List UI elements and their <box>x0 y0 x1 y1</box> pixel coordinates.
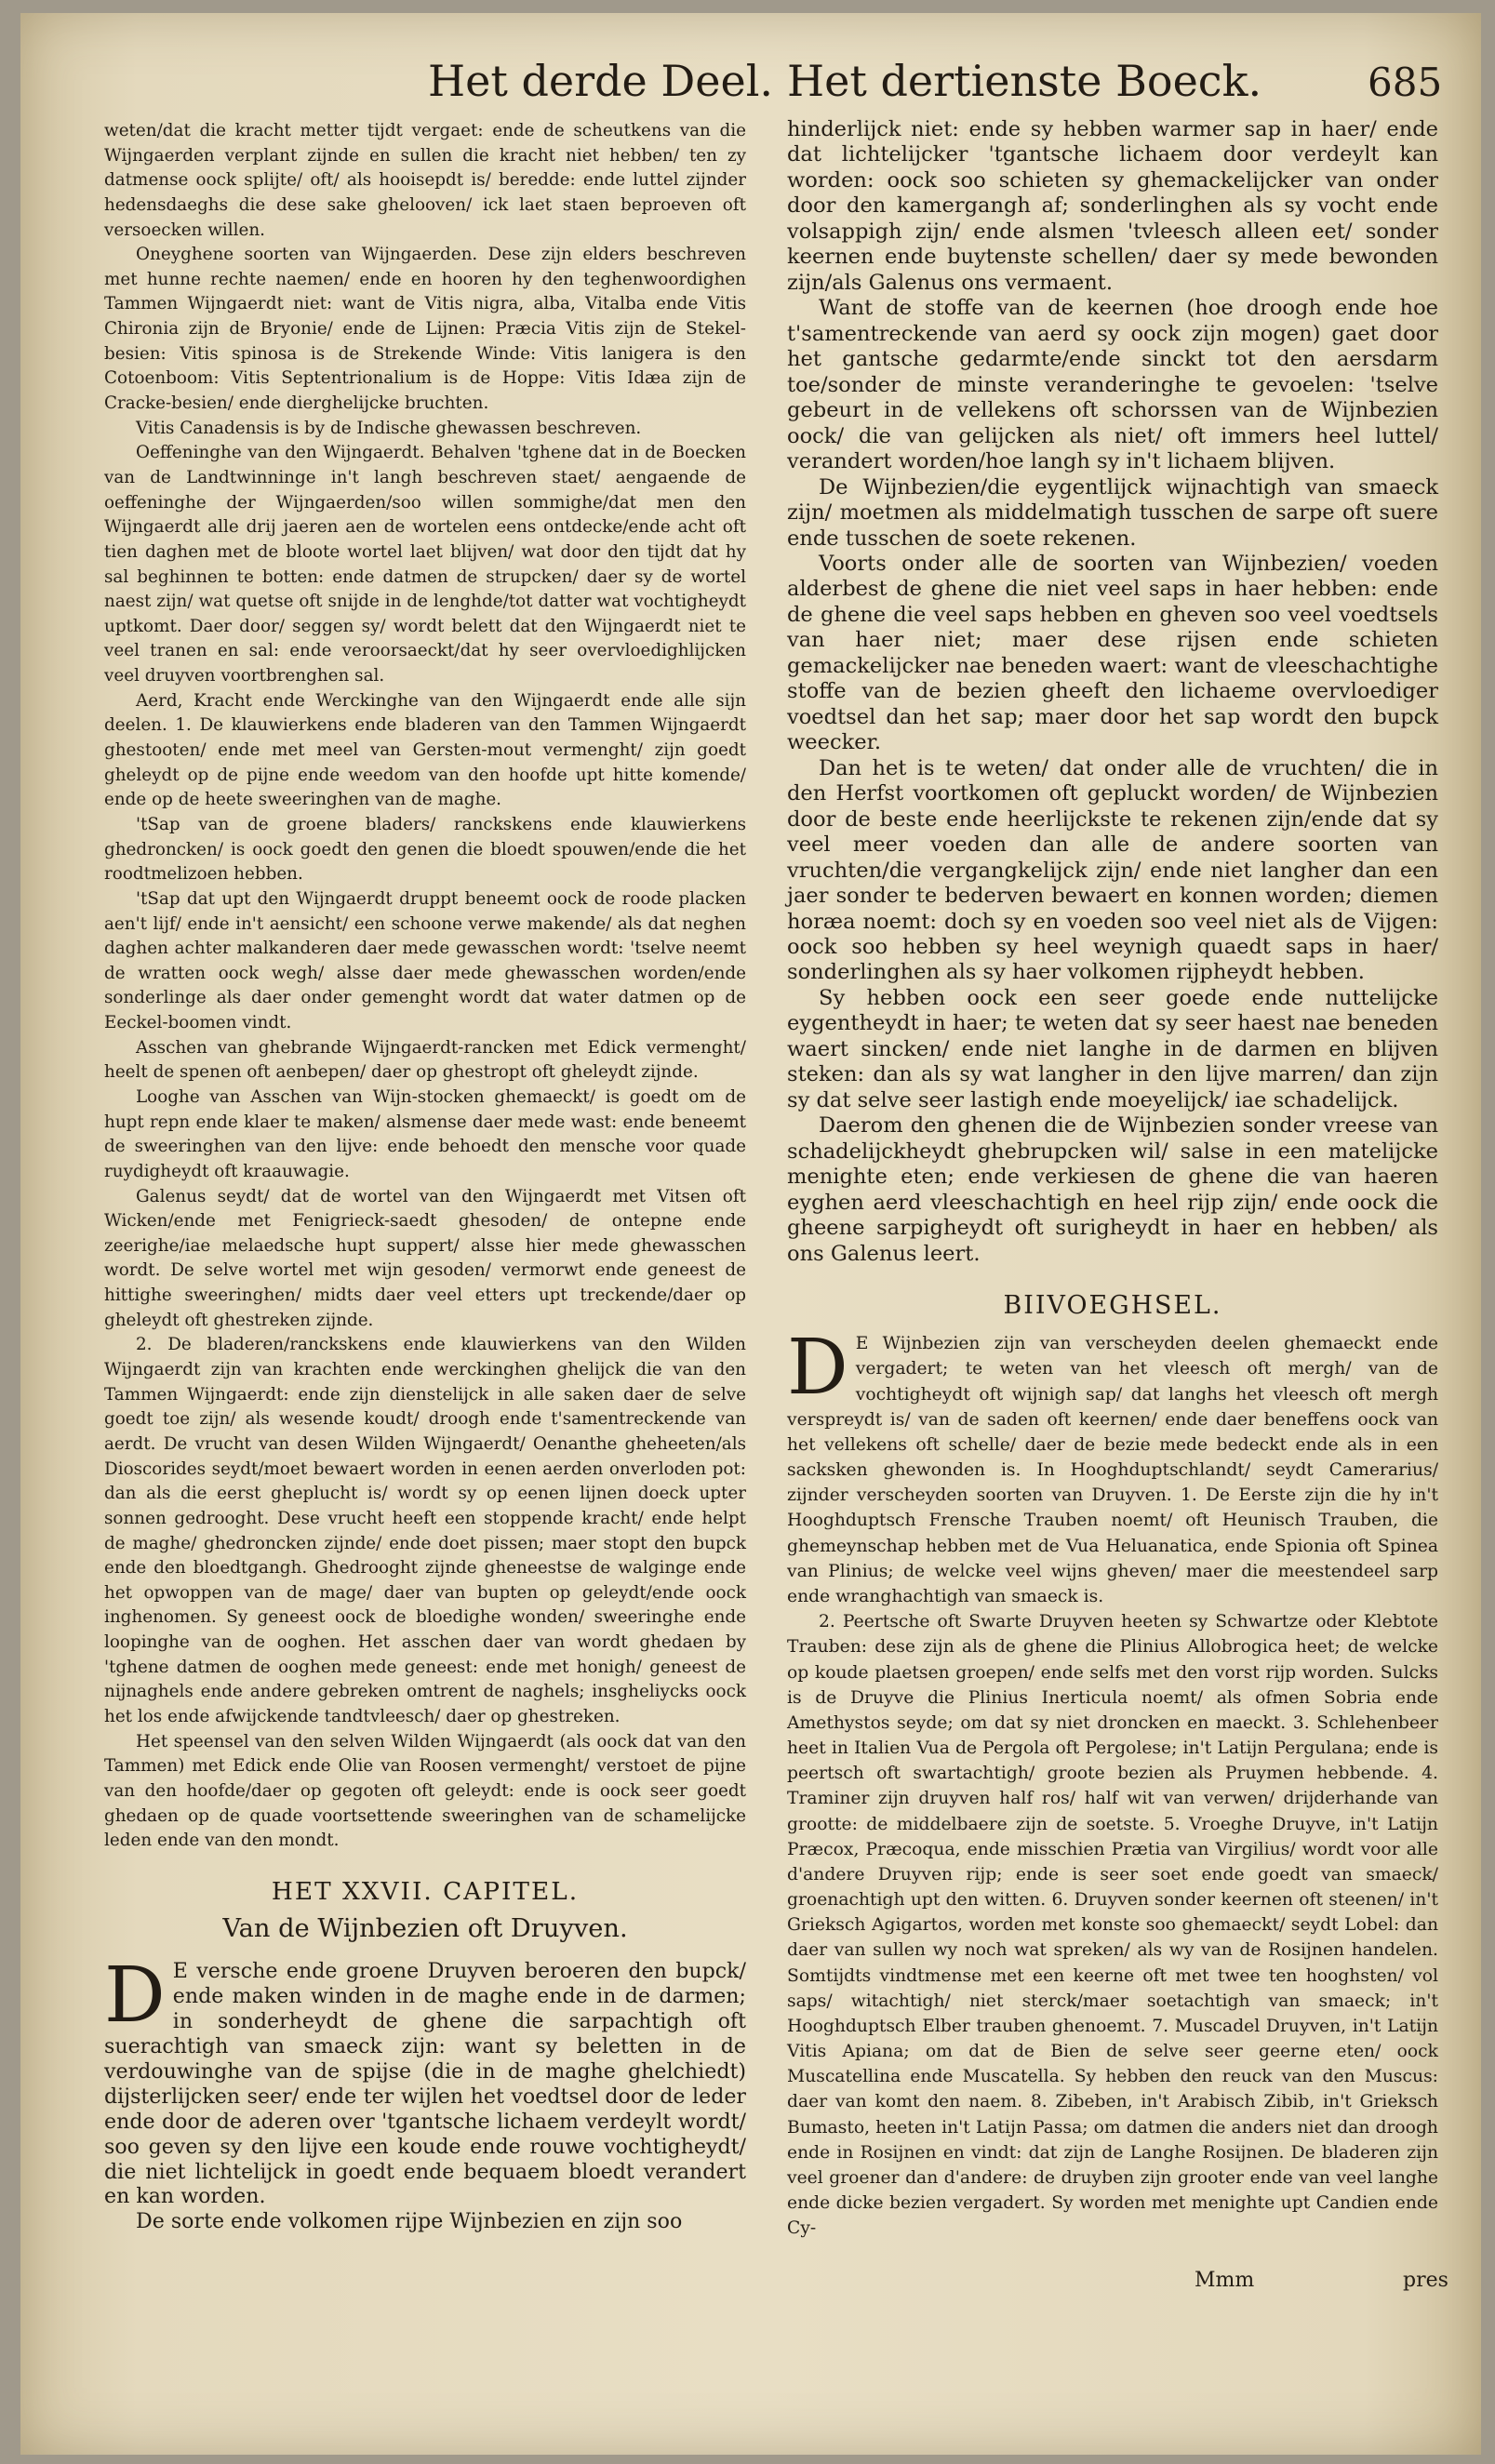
paragraph: Galenus seydt/ dat de wortel van den Wijngaerdt met Vitsen oft Wicken/ende met Fenigrieck-saedt ghesoden/ de ontepne ende zeerighe/iae melaedsche hupt suppert/ alsse hier mede ghewasschen wordt. De selve wortel met wijn gesoden/ vermorwt ende geneest de hittighe sweeringhen/ midts daer veel etters upt treckende/daer op gheleydt oft ghestreken zijnde. <box>104 1186 746 1330</box>
paragraph: weten/dat die kracht metter tijdt vergaet: ende de scheutkens van die Wijngaerden verplant zijnde en sullen die kracht niet hebben/ ten zy datmense oock splijte/ oft/ als hooisepdt is/ beredde: ende luttel zijnder hedensdaeghs die dese sake ghelooven/ ick laet staen beproeven oft versoecken willen. <box>104 121 746 240</box>
addendum-heading: BIIVOEGHSEL. <box>1003 1291 1222 1321</box>
paragraph: Voorts onder alle de soorten van Wijnbezien/ voeden alderbest de ghene die niet veel saps in haer hebben: ende de ghene die veel saps hebben en gheven soo veel voedtsels van haer niet; maer dese rijsen ende schieten gemackelijcker nae beneden waert: want de vleeschachtighe stoffe van de bezien gheeft den lichaeme overvloediger voedtsel dan het sap; maer door het sap wordt den bupck weecker. <box>787 551 1438 755</box>
paragraph: 2. Peertsche oft Swarte Druyven heeten sy Schwartze oder Klebtote Trauben: dese zijn als de ghene die Plinius Allobrogica heet; de welcke op koude plaetsen groepen/ ende selfs met den vorst rijp worden. Sulcks is de Druyve die Plinius Inerticula noemt/ als ofmen Sobria ende Amethystos seyde; om dat sy niet droncken en maeckt. 3. Schlehenbeer heet in Italien Vua de Pergola oft Pergolese; in't Latijn Pergulana; ende is peertsch oft swartachtigh/ groote bezien als Pruymen hebbende. 4. Traminer zijn druyven half ros/ half wit van verwen/ drijderhande van grootte: de middelbaere zijn de soetste. 5. Vroeghe Druyve, in't Latijn Præcox, Præcoqua, ende misschien Prætia van Virgilius/ wordt voor alle d'andere Druyven rijp; ende is seer soet ende goedt van smaeck/ groenachtigh upt den witten. 6. Druyven sonder keernen oft steenen/ in't Grieksch Agigartos, worden met konste soo ghemaeckt/ seydt Lobel: dan daer van sullen wy noch wat spreken/ als wy van de Rosijnen handelen. Somtijdts vindtmense met een keerne oft met twee ten hooghsten/ vol saps/ witachtigh/ niet sterck/maer soetachtigh van smaeck; in't Hooghduptsch Elber trauben ghenoemt. 7. Muscadel Druyven, in't Latijn Vitis Apiana; om dat de Bien de selve seer geerne eten/ oock Muscatellina ende Muscatella. Sy hebben den reuck van den Muscus: daer van komt den naem. 8. Zibeben, in't Arabisch Zibib, in't Grieksch Bumasto, heeten in't Latijn Passa; om datmen die anders niet dan droogh ende in Rosijnen en vindt: dat zijn de Langhe Rosijnen. De bladeren zijn veel groener dan d'andere: de druyben zijn grooter ende van veel langhe ende dicke bezien vergadert. Sy worden met menighte upt Candien ende Cy- <box>787 1612 1438 2239</box>
paragraph-text: E versche ende groene Druyven beroeren den bupck/ ende maken winden in de maghe ende in de darmen; in sonderheydt de ghene die sarpachtigh oft suerachtigh van smaeck zijn: want sy beletten in de verdouwinghe van de spijse (die in de maghe ghelchiedt) dijsterlijcken seer/ ende ter wijlen het voedtsel door de leder ende door de aderen over 'tgantsche lichaem verdeylt wordt/ soo geven sy den lijve een koude ende rouwe vochtigheydt/ die niet lichtelijck in goedt ende bequaem bloedt verandert en kan worden. <box>104 1959 746 2209</box>
paragraph: Het speensel van den selven Wilden Wijngaerdt (als oock dat van den Tammen) met Edick ende Olie van Roosen vermenght/ verstoet de pijne van den hoofde/daer op gegoten oft geleydt: ende is oock seer goedt ghedaen op de quade voortsettende sweeringhen van de schamelijcke leden ende van den mondt. <box>104 1731 746 1851</box>
paragraph: De sorte ende volkomen rijpe Wijnbezien en zijn soo <box>136 2209 683 2234</box>
paragraph: Looghe van Asschen van Wijn-stocken ghemaeckt/ is goedt om de hupt repn ende klaer te maken/ alsmense daer mede wast: ende beneemt de sweeringhen van den lijve: ende behoedt den mensche voor quade ruydigheydt oft kraauwagie. <box>104 1086 746 1181</box>
paragraph: 'tSap van de groene bladers/ ranckskens ende klauwierkens ghedroncken/ is oock goedt den genen die bloedt spouwen/ende die het roodtmelizoen hebben. <box>104 814 746 885</box>
drop-cap: D <box>104 1951 166 2041</box>
paragraph: hinderlijck niet: ende sy hebben warmer sap in haer/ ende dat lichtelijcker 'tgantsche lichaem door verdeylt kan worden: oock soo schieten sy ghemackelijcker van onder door den kamergangh af; sonderlinghen als sy vocht ende volsappigh zijn/ ende alsmen 'tvleesch alleen eet/ sonder keernen ende buytenste schellen/ daer sy mede bewonden zijn/als Galenus ons vermaent. <box>787 117 1438 295</box>
chapter-title: Van de Wijnbezien oft Druyven. <box>222 1914 628 1944</box>
paragraph: Dan het is te weten/ dat onder alle de vruchten/ die in den Herfst voortkomen oft gepluckt worden/ de Wijnbezien door de beste ende heerlijckste te rekenen zijn/ende dat sy veel meer voeden dan alle de andere soorten van vruchten/die vergangkelijck zijn/ ende niet langher dan een jaer sonder te bederven bewaert en konnen worden; diemen horæa noemt: doch sy en voeden soo veel niet als de Vijgen: oock soo hebben sy heel weynigh quaedt saps in haer/ sonderlinghen als sy haer volkomen rijpheydt hebben. <box>787 755 1438 985</box>
page-number: 685 <box>1368 60 1443 105</box>
chapter-heading: HET XXVII. CAPITEL. <box>271 1877 580 1906</box>
paragraph: 2. De bladeren/ranckskens ende klauwierkens van den Wilden Wijngaerdt zijn van krachten ende werckinghen ghelijck die van den Tammen Wijngaerdt: ende zijn dienstelijck in alle saken daer de selve goedt toe zijn/ als wesende koudt/ droogh ende t'samentreckende van aerdt. De vrucht van desen Wilden Wijngaerdt/ Oenanthe gheheeten/als Dioscorides seydt/moet bewaert worden in eenen aerden onverloden pot: dan als die eerst gheplucht is/ wordt sy op eenen lijnen doeck upter sonnen gedrooght. Dese vrucht heeft een stoppende kracht/ ende helpt de maghe/ ghedroncken zijnde/ ende doet pissen; maer stopt den bupck ende den bloedtgangh. Ghedrooght zijnde gheneestse de walginge ende het opwoppen van de mage/ daer van bupten op geleydt/ende oock inghenomen. Sy geneest oock de bloedighe wonden/ sweeringhe ende loopinghe van de ooghen. Het asschen daer van wordt ghedaen by 'tghene datmen de ooghen mede geneest: ende met honigh/ geneest de nijnaghels ende andere gebreken omtrent de naghels; insgheliycks oock het los ende afwijckende tandtvleesch/ daer op ghestreken. <box>104 1335 746 1726</box>
paragraph: De Wijnbezien/die eygentlijck wijnachtigh van smaeck zijn/ moetmen als middelmatigh tusschen de sarpe oft suere ende tusschen de soete rekenen. <box>787 474 1438 551</box>
signature-mark: Mmm <box>1195 2269 1255 2292</box>
paragraph: Oeffeninghe van den Wijngaerdt. Behalven 'tghene dat in de Boecken van de Landtwinninge in't langh beschreven staet/ aengaende de oeffeninghe der Wijngaerden/soo willen sommighe/dat men den Wijngaerdt alle drij jaeren aen de wortelen eens ontdecke/ende acht oft tien daghen met de bloote wortel laet blijven/ wat door den tijdt dat hy sal beghinnen te botten: ende datmen de strupcken/ daer sy de wortel naest zijn/ wat quetse oft snijde in de lenghde/tot datter wat vochtigheydt uptkomt. Daer door/ seggen sy/ wordt belett dat den Wijngaerdt niet te veel tranen en sal: ende veroorsaeckt/dat hy seer overvloedighlijcken veel druyven voortbrenghen sal. <box>104 443 746 686</box>
paragraph-with-dropcap <box>104 1951 746 2209</box>
drop-cap: D <box>787 1324 848 1413</box>
paragraph: Oneyghene soorten van Wijngaerden. Dese zijn elders beschreven met hunne rechte naemen/ ende en hooren hy den teghenwoordighen Tammen Wijngaerdt niet: want de Vitis nigra, alba, Vitalba ende Vitis Chironia zijn de Bryonie/ ende de Lijnen: Præcia Vitis zijn de Stekel-besien: Vitis spinosa is de Strekende Winde: Vitis lanigera is den Cotoenboom: Vitis Septentrionalium is de Hoppe: Vitis Idæa zijn de Cracke-besien/ ende dierghelijcke bruchten. <box>104 245 746 414</box>
paragraph: Aerd, Kracht ende Werckinghe van den Wijngaerdt ende alle sijn deelen. 1. De klauwierkens ende bladeren van den Tammen Wijngaerdt ghestooten/ ende met meel van Gersten-mout vermenght/ zijn goedt gheleydt op de pijne ende weedom van den hoofde upt hitte komende/ ende op de heete sweeringhen van de maghe. <box>104 690 746 810</box>
catchword: pres <box>1403 2269 1448 2292</box>
paragraph: Asschen van ghebrande Wijngaerdt-rancken met Edick vermenght/ heelt de spenen oft aenbepen/ daer op ghestropt oft gheleydt zijnde. <box>104 1037 746 1083</box>
paragraph: Want de stoffe van de keernen (hoe droogh ende hoe t'samentreckende van aerd sy oock zijn mogen) gaet door het gantsche gedarmte/ende sinckt tot den aersdarm toe/sonder de minste veranderinghe te gevoelen: 'tselve gebeurt in de vellekens oft schorssen van de Wijnbezien oock/ die van gelijcken als niet/ oft immers heel luttel/ verandert worden/hoe langh sy in't lichaem blijven. <box>787 296 1438 474</box>
paragraph: 'tSap dat upt den Wijngaerdt druppt beneemt oock de roode placken aen't lijf/ ende in't aensicht/ een schoone verwe makende/ als dat neghen daghen achter malkanderen daer mede gewasschen wordt: 'tselve neemt de wratten oock wegh/ alsse daer mede ghewasschen worden/ende sonderlinge als daer onder gemenght wordt dat water datmen op de Eeckel-boomen vindt. <box>104 888 746 1033</box>
paragraph-text: E Wijnbezien zijn van verscheyden deelen ghemaeckt ende vergadert; te weten van het vleesch oft mergh/ van de vochtigheydt oft wijnigh sap/ dat langhs het vleesch oft mergh verspreydt is/ van de saden oft keernen/ ende daer beneffens oock van het vellekens oft schelle/ daer de bezie mede bedeckt ende als in een sacksken ghewonden is. In Hooghduptschlandt/ seydt Camerarius/ zijnder verscheyden soorten van Druyven. 1. De Eerste zijn die hy in't Hooghduptsch Frensche Trauben noemt/ oft Heunisch Trauben, die ghemeynschap hebben met de Vua Heluanatica, ende Spionia oft Spinea van Plinius; de welcke veel wijns gheven/ maer die meestendeel sarp ende wranghachtigh van smaeck is. <box>787 1334 1438 1606</box>
paragraph: Daerom den ghenen die de Wijnbezien sonder vreese van schadelijckheydt ghebrupcken wil/ salse in een matelijcke menighte eten; ende verkiesen de ghene die van haeren eyghen aerd vleeschachtigh en heel rijp zijn/ ende oock die gheene sarpigheydt oft surigheydt in haer en hebben/ als ons Galenus leert. <box>787 1113 1438 1266</box>
header-part-title: Het derde Deel. <box>428 56 774 106</box>
left-column <box>104 119 746 2234</box>
paragraph: Sy hebben oock een seer goede ende nuttelijcke eygentheydt in haer; te weten dat sy seer haest nae beneden waert sincken/ ende niet langhe in de darmen en blijven steken: dan als sy wat langher in den lijve marren/ dan zijn sy dat selve seer lastigh ende moeyelijck/ iae schadelijck. <box>787 985 1438 1112</box>
book-page <box>20 13 1481 2455</box>
right-column <box>787 117 1438 2241</box>
running-header <box>20 50 1481 115</box>
paragraph: Vitis Canadensis is by de Indische ghewassen beschreven. <box>136 418 642 438</box>
header-book-title: Het dertienste Boeck. <box>787 56 1262 106</box>
paragraph-with-dropcap <box>787 1324 1438 1609</box>
